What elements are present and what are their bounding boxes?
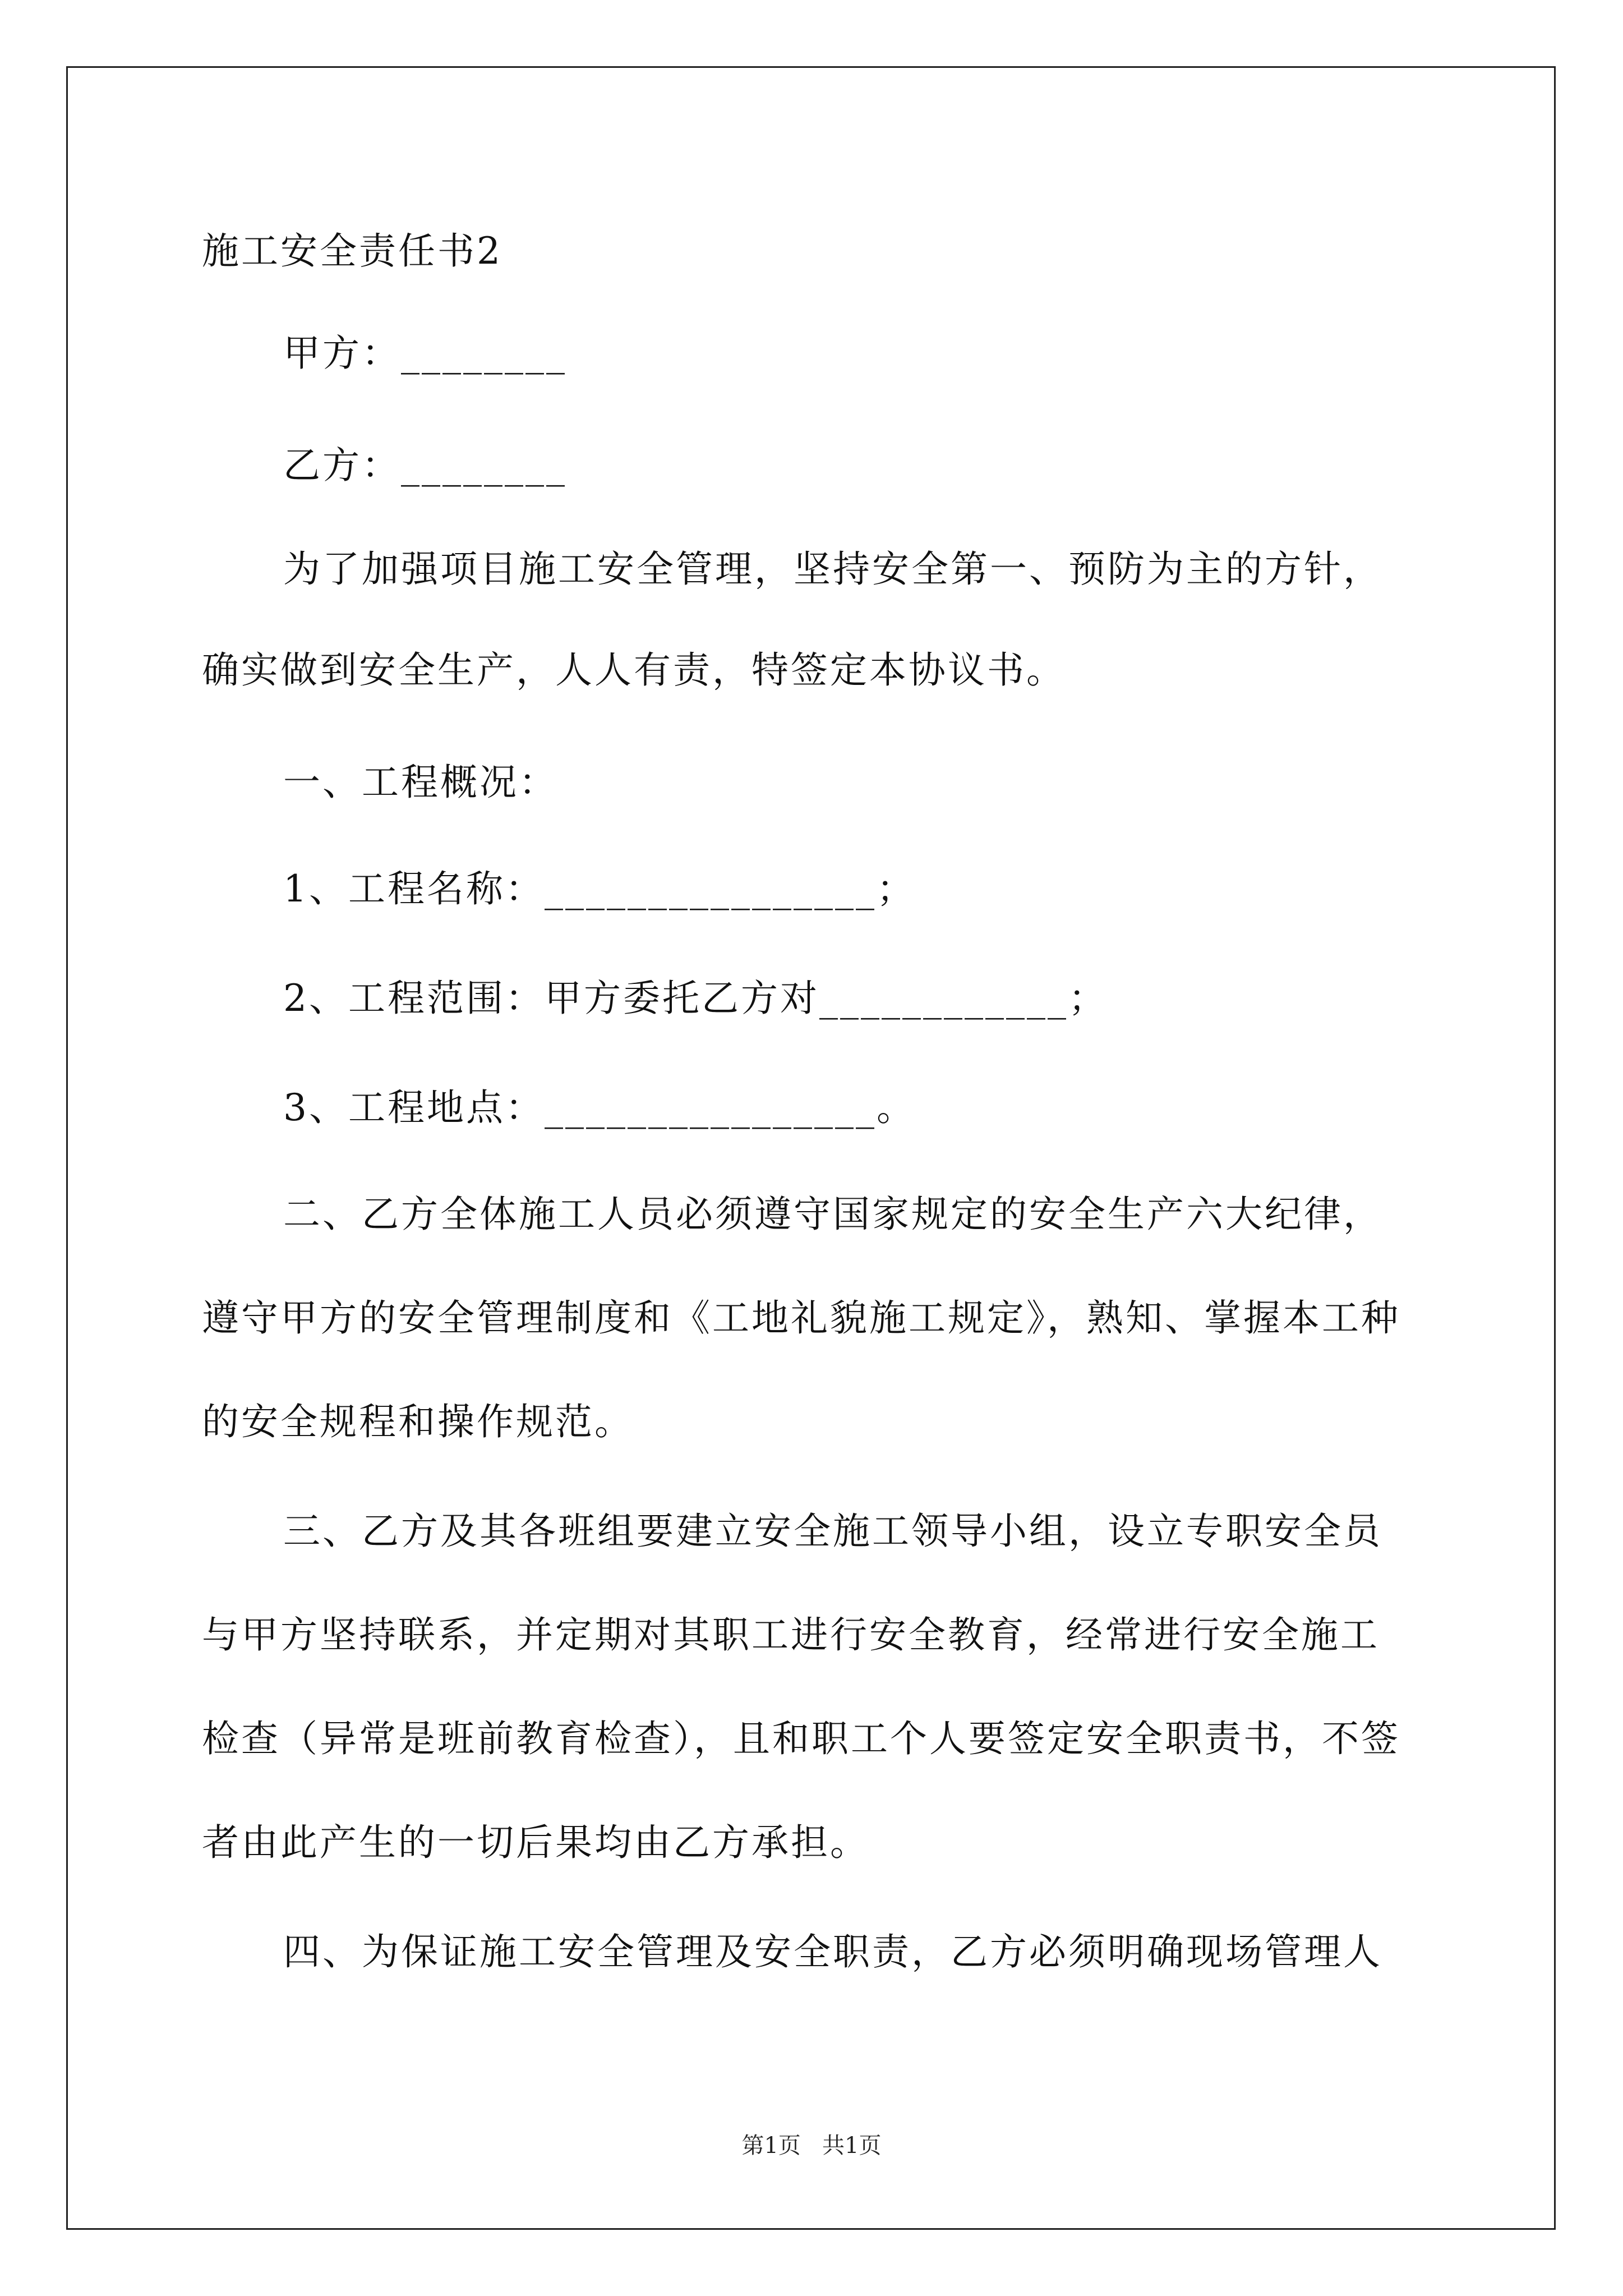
section-1-heading: 一、工程概况： bbox=[283, 761, 558, 804]
page-border bbox=[66, 66, 1556, 2230]
section-4-line-1: 四、为保证施工安全管理及安全职责，乙方必须明确现场管理人 bbox=[283, 1930, 1382, 1973]
project-scope-line: 2、工程范围：甲方委托乙方对____________； bbox=[283, 977, 1108, 1020]
page-footer: 第1页 共1页 bbox=[741, 2133, 882, 2159]
document-title: 施工安全责任书2 bbox=[202, 229, 502, 273]
project-name-line: 1、工程名称：________________； bbox=[283, 867, 916, 910]
project-location-line: 3、工程地点：________________。 bbox=[283, 1086, 916, 1129]
section-3-line-3: 检查（异常是班前教育检查），且和职工个人要签定安全职责书，不签 bbox=[202, 1717, 1400, 1760]
section-3-line-1: 三、乙方及其各班组要建立安全施工领导小组，设立专职安全员 bbox=[283, 1510, 1382, 1553]
section-2-line-3: 的安全规程和操作规范。 bbox=[202, 1400, 634, 1443]
section-3-line-2: 与甲方坚持联系，并定期对其职工进行安全教育，经常进行安全施工 bbox=[202, 1613, 1380, 1657]
section-3-line-4: 者由此产生的一切后果均由乙方承担。 bbox=[202, 1821, 869, 1864]
paragraph-intro-line-2: 确实做到安全生产，人人有责，特签定本协议书。 bbox=[202, 648, 1066, 692]
party-b-line: 乙方：________ bbox=[283, 444, 567, 487]
paragraph-intro-line-1: 为了加强项目施工安全管理，坚持安全第一、预防为主的方针， bbox=[283, 547, 1382, 591]
party-a-line: 甲方：________ bbox=[283, 332, 567, 375]
section-2-line-2: 遵守甲方的安全管理制度和《工地礼貌施工规定》，熟知、掌握本工种 bbox=[202, 1296, 1400, 1340]
section-2-line-1: 二、乙方全体施工人员必须遵守国家规定的安全生产六大纪律， bbox=[283, 1193, 1382, 1236]
